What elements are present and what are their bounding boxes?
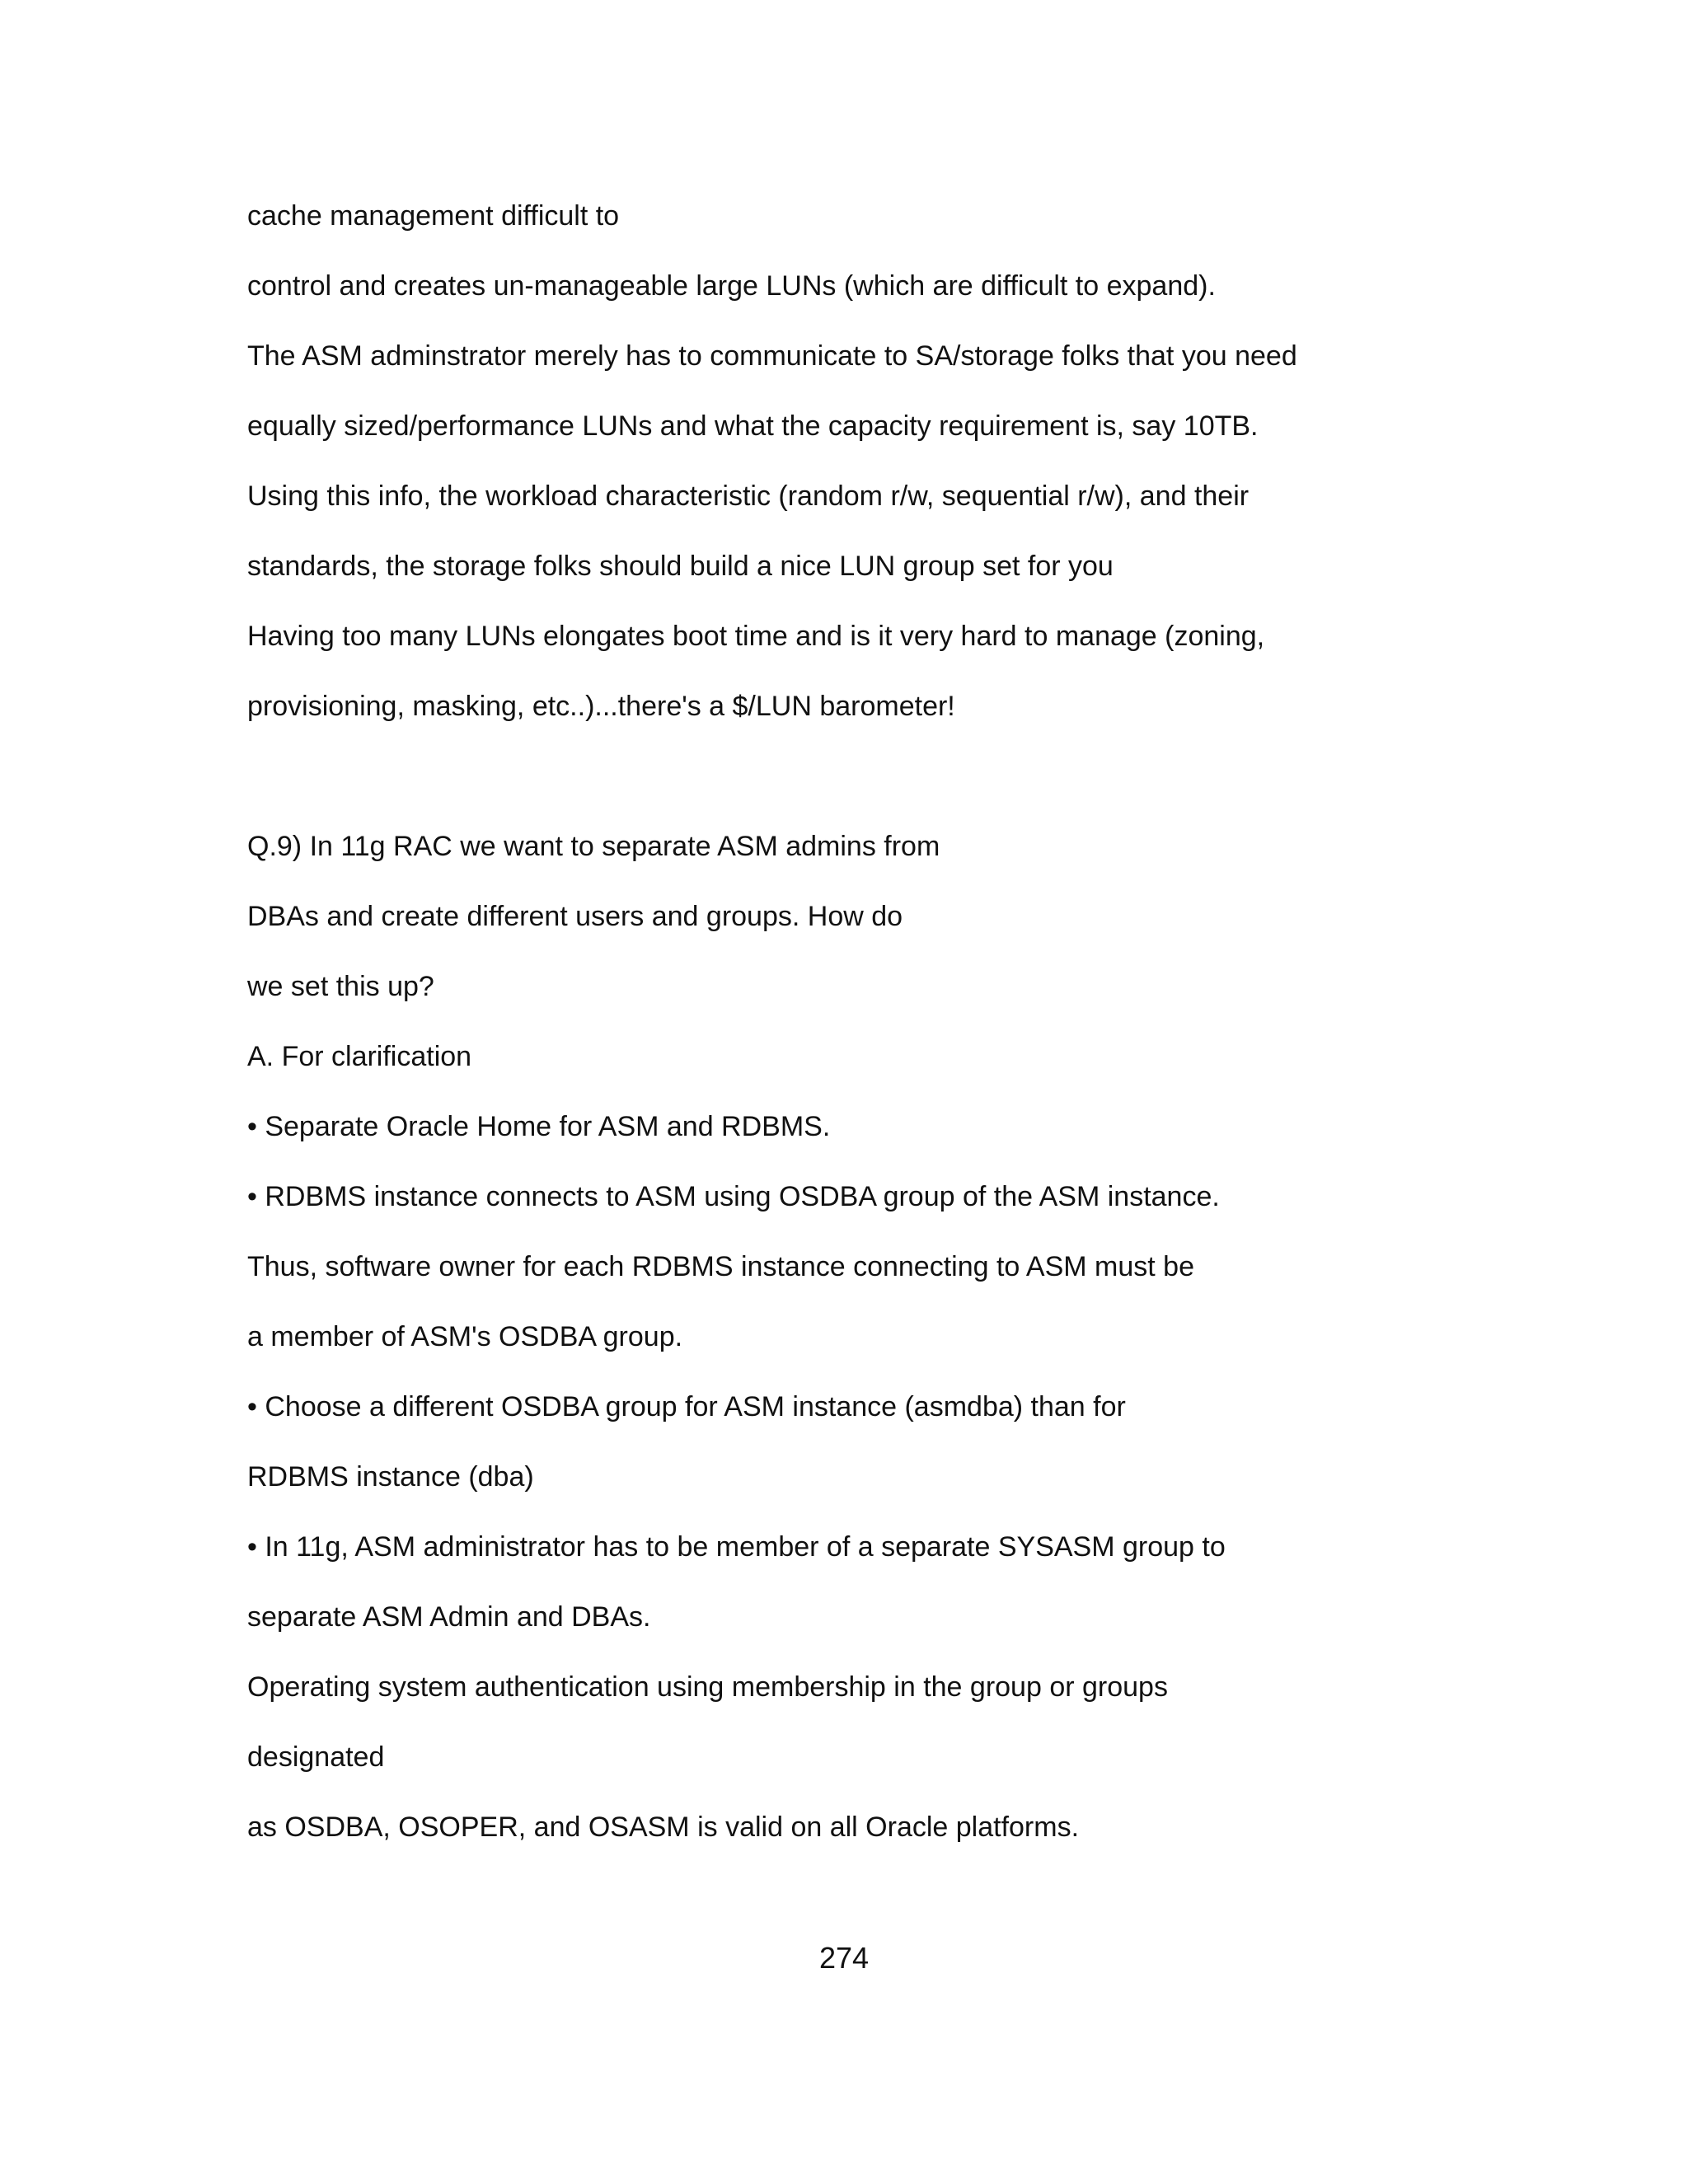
text-line: Having too many LUNs elongates boot time and is it very hard to manage (zoning,	[247, 621, 1265, 652]
answer-line: a member of ASM's OSDBA group.	[247, 1321, 683, 1352]
text-line: standards, the storage folks should build a nice LUN group set for you	[247, 551, 1114, 582]
document-body	[247, 194, 1442, 1876]
text-line: The ASM adminstrator merely has to communicate to SA/storage folks that you need	[247, 340, 1297, 372]
answer-line: • RDBMS instance connects to ASM using OSDBA group of the ASM instance.	[247, 1181, 1220, 1212]
answer-line: A. For clarification	[247, 1041, 472, 1072]
paragraph-gap	[247, 755, 1442, 825]
answer-line: Operating system authentication using membership in the group or groups	[247, 1671, 1168, 1703]
answer-line: separate ASM Admin and DBAs.	[247, 1601, 651, 1633]
text-line: control and creates un-manageable large LUNs (which are difficult to expand).	[247, 270, 1216, 302]
answer-line: • Separate Oracle Home for ASM and RDBMS.	[247, 1111, 831, 1142]
text-line: Using this info, the workload characteristic (random r/w, sequential r/w), and their	[247, 480, 1250, 512]
answer-line: designated	[247, 1741, 385, 1773]
answer-line: • In 11g, ASM administrator has to be member of a separate SYSASM group to	[247, 1531, 1226, 1563]
text-line: cache management difficult to	[247, 200, 620, 232]
answer-line: • Choose a different OSDBA group for ASM instance (asmdba) than for	[247, 1391, 1126, 1422]
page-number: 274	[818, 1941, 870, 1975]
question-line: we set this up?	[247, 971, 434, 1002]
question-line: Q.9) In 11g RAC we want to separate ASM admins from	[247, 831, 940, 862]
text-line: provisioning, masking, etc..)...there's a $/LUN barometer!	[247, 691, 955, 722]
question-line: DBAs and create different users and groups. How do	[247, 901, 903, 932]
answer-line: as OSDBA, OSOPER, and OSASM is valid on all Oracle platforms.	[247, 1811, 1080, 1843]
answer-line: RDBMS instance (dba)	[247, 1461, 534, 1493]
text-line: equally sized/performance LUNs and what the capacity requirement is, say 10TB.	[247, 410, 1259, 442]
answer-line: Thus, software owner for each RDBMS instance connecting to ASM must be	[247, 1251, 1194, 1282]
